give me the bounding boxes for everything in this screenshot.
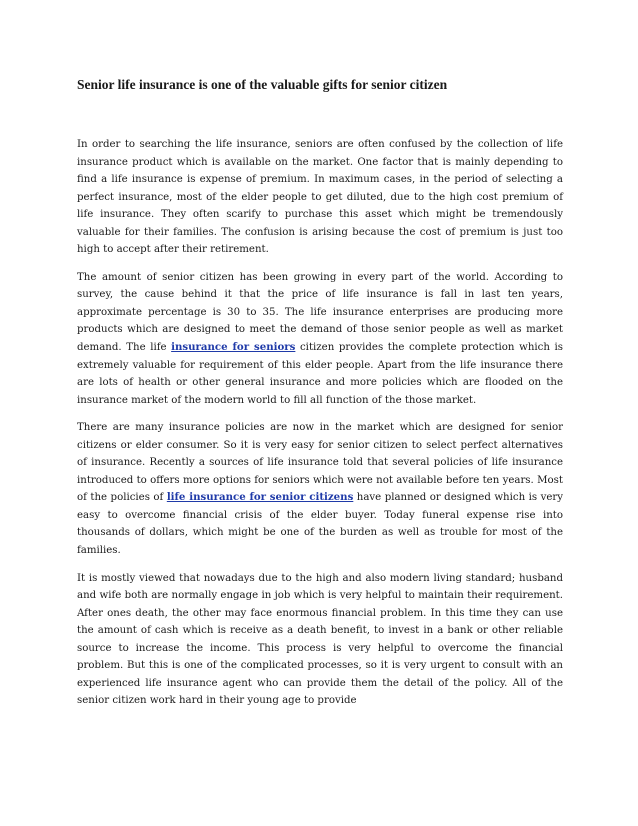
- paragraph-3: [77, 419, 563, 559]
- paragraph-2-text-before: The amount of senior citizen has been growing in every part of the world. According to survey, the cause behind it that the price of life insurance is fall in last ten years, approximate percentage is 30 to 35. The life insurance enterprises are producing more products which are designed to meet the demand of those senior people as well as market demand. The life: [77, 271, 563, 354]
- paragraph-4: It is mostly viewed that nowadays due to the high and also modern living standard; husband and wife both are normally engage in job which is very helpful to maintain their requirement. After ones death, the other may face enormous financial problem. In this time they can use the amount of cash which is receive as a death benefit, to invest in a bank or other reliable source to increase the income. This process is very helpful to overcome the financial problem. But this is one of the complicated processes, so it is very urgent to consult with an experienced life insurance agent who can provide them the detail of the policy. All of the senior citizen work hard in their young age to provide: [77, 572, 563, 707]
- paragraph-1: In order to searching the life insurance, seniors are often confused by the collection of life insurance product which is available on the market. One factor that is mainly depending to find a life insurance is expense of premium. In maximum cases, in the period of selecting a perfect insurance, most of the elder people to get diluted, due to the high cost premium of life insurance. They often scarify to purchase this asset which might be tremendously valuable for their families. The confusion is arising because the cost of premium is just too high to accept after their retirement.: [77, 139, 563, 256]
- document-title: Senior life insurance is one of the valuable gifts for senior citizen: [77, 77, 448, 92]
- life-insurance-for-senior-citizens-link[interactable]: life insurance for senior citizens: [166, 491, 354, 504]
- paragraph-2-text-after: citizen provides the complete protection which is extremely valuable for requirement of this elder people. Apart from the life insurance there are lots of health or other general insurance and more policies which are flooded on the insurance market of the modern world to fill all function of the those market.: [77, 342, 563, 406]
- paragraph-3-text-after: have planned or designed which is very easy to overcome financial crisis of the elder buyer. Today funeral expense rise into thousands of dollars, which might be one of the burden as well as trouble for most of the families.: [77, 492, 563, 557]
- paragraph-2: [77, 269, 563, 409]
- paragraph-3-text-before: There are many insurance policies are now in the market which are designed for senior citizens or elder consumer. So it is very easy for senior citizen to select perfect alternatives of insurance. Recently a sources of life insurance told that several policies of life insurance introduced to offers more options for seniors which were not available before ten years. Most of the policies of: [77, 422, 563, 504]
- insurance-for-seniors-link[interactable]: insurance for seniors: [171, 341, 296, 354]
- document-body: [77, 136, 563, 720]
